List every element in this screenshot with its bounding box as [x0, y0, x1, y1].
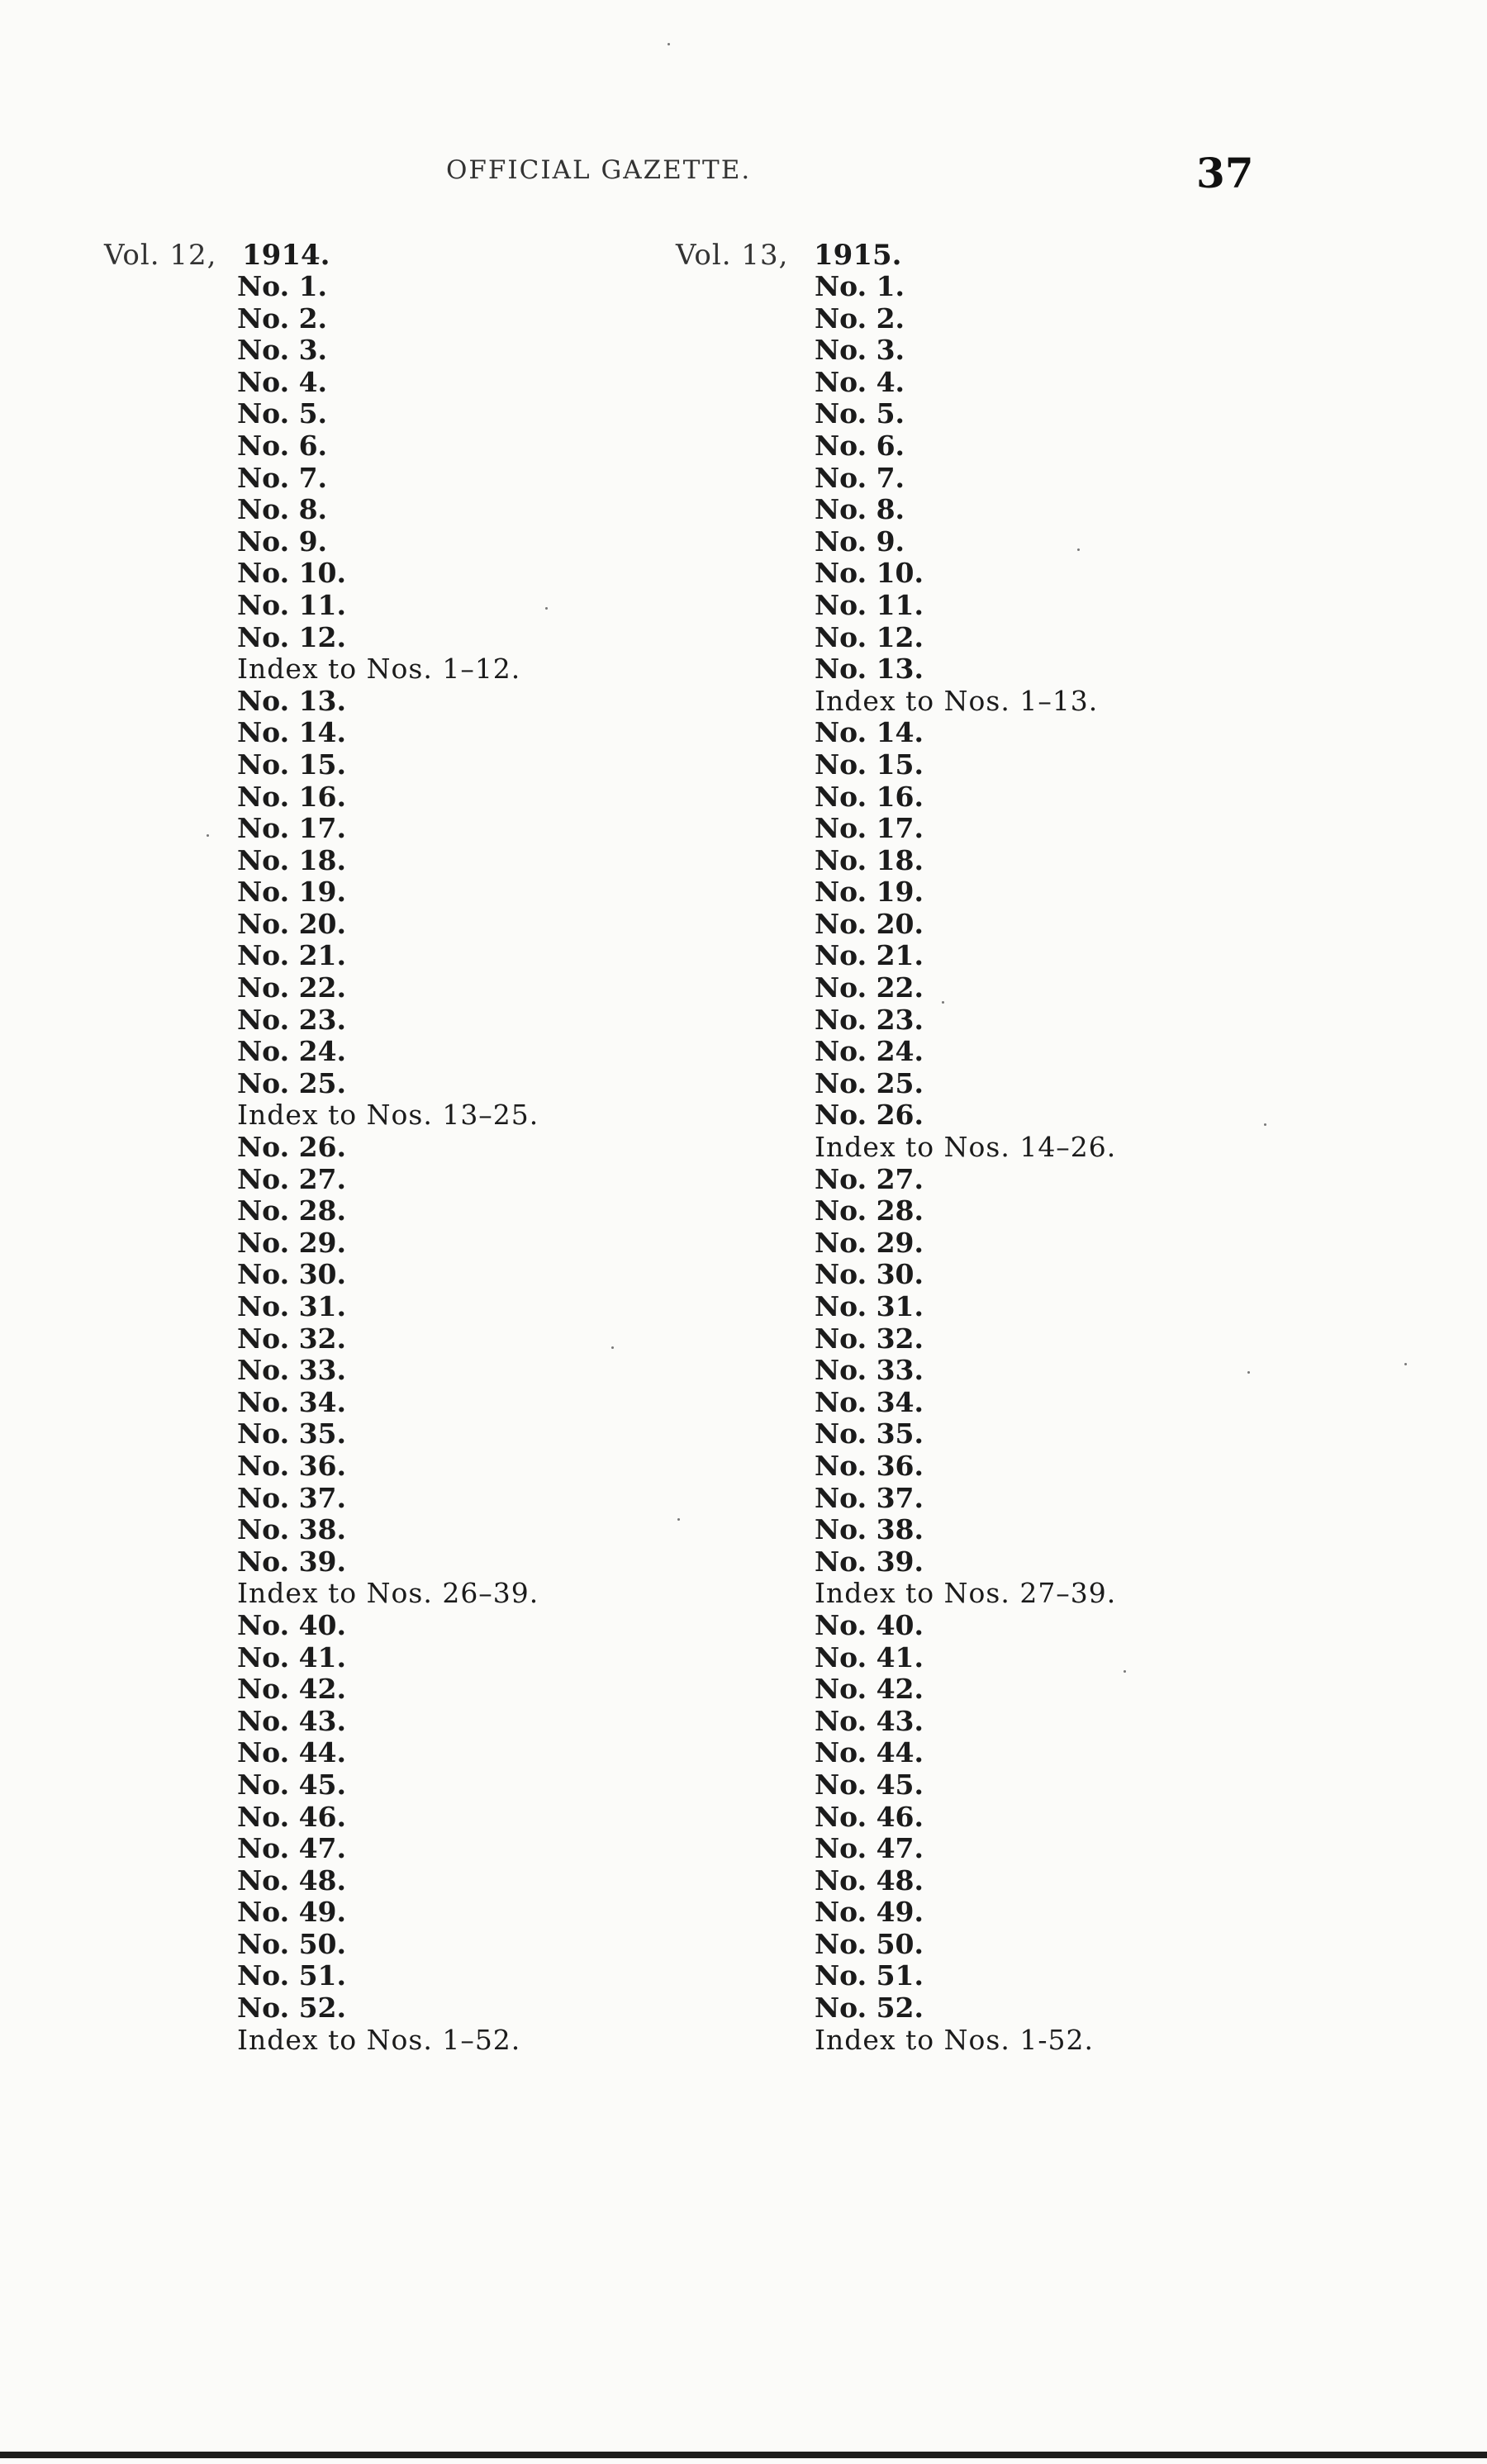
issue-entry: No. 44. — [237, 1736, 346, 1769]
scan-speck — [1124, 1670, 1126, 1673]
issue-entry: No. 36. — [237, 1449, 346, 1482]
issue-entry: No. 21. — [237, 939, 346, 972]
issue-entry: No. 28. — [815, 1194, 924, 1227]
issue-entry: No. 3. — [815, 334, 905, 367]
issue-entry: No. 24. — [237, 1035, 346, 1068]
issue-entry: No. 6. — [815, 429, 905, 462]
issue-entry: No. 9. — [237, 525, 328, 558]
issue-entry: No. 41. — [815, 1640, 924, 1674]
scan-speck — [207, 834, 209, 837]
issue-entry: No. 35. — [815, 1417, 924, 1450]
issue-entry: No. 30. — [815, 1258, 924, 1291]
volume-year: 1914. — [242, 239, 330, 272]
issue-entry: No. 15. — [237, 748, 346, 781]
issue-entry: No. 24. — [815, 1035, 924, 1068]
issue-entry: No. 16. — [815, 780, 924, 813]
issue-entry: No. 15. — [815, 748, 924, 781]
index-entry: Index to Nos. 1–12. — [237, 653, 521, 686]
issue-list — [104, 271, 539, 2056]
issue-entry: No. 9. — [815, 525, 905, 558]
issue-entry: No. 20. — [237, 907, 346, 940]
issue-entry: No. 19. — [237, 876, 346, 909]
issue-entry: No. 51. — [237, 1959, 346, 1992]
issue-entry: No. 47. — [815, 1832, 924, 1865]
issue-entry: No. 28. — [237, 1194, 346, 1227]
issue-entry: No. 37. — [815, 1481, 924, 1514]
issue-entry: No. 29. — [815, 1226, 924, 1259]
issue-entry: No. 33. — [237, 1354, 346, 1387]
issue-entry: No. 36. — [815, 1449, 924, 1482]
issue-entry: No. 32. — [815, 1322, 924, 1355]
issue-entry: No. 12. — [237, 620, 346, 653]
issue-entry: No. 42. — [815, 1673, 924, 1706]
issue-entry: No. 11. — [815, 588, 924, 621]
volume-heading — [104, 240, 539, 271]
volume-label: Vol. 12, — [104, 239, 217, 272]
issue-entry: No. 22. — [815, 971, 924, 1004]
issue-entry: No. 34. — [237, 1385, 346, 1418]
issue-entry: No. 48. — [237, 1863, 346, 1897]
issue-entry: No. 31. — [815, 1290, 924, 1322]
issue-entry: No. 30. — [237, 1258, 346, 1291]
issue-entry: No. 23. — [237, 1003, 346, 1036]
index-entry: Index to Nos. 13–25. — [237, 1099, 539, 1132]
volume-heading — [676, 240, 1116, 271]
index-entry: Index to Nos. 1–13. — [815, 684, 1099, 717]
issue-entry: No. 25. — [237, 1066, 346, 1099]
issue-entry: No. 52. — [815, 1992, 924, 2025]
issue-entry: No. 17. — [815, 812, 924, 845]
issue-entry: No. 26. — [237, 1131, 346, 1164]
issue-entry: No. 4. — [815, 365, 905, 398]
issue-entry: No. 3. — [237, 334, 328, 367]
page-number: 37 — [1196, 149, 1254, 197]
issue-entry: No. 20. — [815, 907, 924, 940]
issue-entry: No. 6. — [237, 429, 328, 462]
issue-entry: No. 33. — [815, 1354, 924, 1387]
issue-entry: No. 45. — [237, 1768, 346, 1801]
issue-entry: No. 22. — [237, 971, 346, 1004]
issue-entry: No. 14. — [815, 716, 924, 749]
issue-entry: No. 26. — [815, 1099, 924, 1132]
issue-entry: No. 49. — [815, 1896, 924, 1929]
issue-entry: No. 13. — [815, 653, 924, 686]
issue-entry: No. 1. — [815, 270, 905, 302]
index-entry: Index to Nos. 26–39. — [237, 1577, 539, 1610]
volume-year: 1915. — [814, 239, 902, 272]
issue-entry: No. 27. — [237, 1162, 346, 1195]
issue-list — [676, 271, 1116, 2056]
issue-entry: No. 10. — [815, 557, 924, 590]
issue-entry: No. 48. — [815, 1863, 924, 1897]
issue-entry: No. 14. — [237, 716, 346, 749]
index-entry: Index to Nos. 27–39. — [815, 1577, 1117, 1610]
issue-entry: No. 40. — [815, 1608, 924, 1641]
scan-speck — [1247, 1371, 1250, 1374]
issue-entry: No. 41. — [237, 1640, 346, 1674]
index-entry: Index to Nos. 1–52. — [237, 2023, 521, 2056]
scan-speck — [611, 1346, 614, 1349]
issue-entry: No. 44. — [815, 1736, 924, 1769]
page-header-title: OFFICIAL GAZETTE. — [446, 155, 752, 185]
issue-entry: No. 52. — [237, 1992, 346, 2025]
scan-speck — [1404, 1363, 1407, 1365]
index-entry: Index to Nos. 14–26. — [815, 1131, 1117, 1164]
issue-entry: No. 31. — [237, 1290, 346, 1322]
issue-entry: No. 37. — [237, 1481, 346, 1514]
issue-entry: No. 8. — [237, 493, 328, 526]
issue-entry: No. 47. — [237, 1832, 346, 1865]
issue-entry: No. 8. — [815, 493, 905, 526]
scan-speck — [1077, 548, 1080, 551]
issue-entry: No. 46. — [815, 1800, 924, 1833]
issue-entry: No. 7. — [815, 461, 905, 494]
issue-entry: No. 35. — [237, 1417, 346, 1450]
issue-entry: No. 38. — [237, 1513, 346, 1546]
issue-entry: No. 43. — [237, 1704, 346, 1737]
bottom-rule — [0, 2452, 1487, 2458]
volume-column-1914 — [104, 240, 539, 2056]
issue-entry: No. 49. — [237, 1896, 346, 1929]
scan-speck — [667, 43, 670, 45]
issue-entry: No. 18. — [237, 843, 346, 876]
volume-column-1915 — [676, 240, 1116, 2056]
issue-entry: No. 32. — [237, 1322, 346, 1355]
issue-entry: No. 40. — [237, 1608, 346, 1641]
issue-entry: No. 50. — [815, 1927, 924, 1960]
issue-entry: No. 10. — [237, 557, 346, 590]
issue-entry: No. 25. — [815, 1066, 924, 1099]
issue-entry: No. 45. — [815, 1768, 924, 1801]
volume-label: Vol. 13, — [676, 239, 789, 272]
scan-speck — [545, 607, 548, 610]
issue-entry: No. 43. — [815, 1704, 924, 1737]
issue-entry: No. 23. — [815, 1003, 924, 1036]
issue-entry: No. 46. — [237, 1800, 346, 1833]
issue-entry: No. 2. — [237, 301, 328, 335]
issue-entry: No. 42. — [237, 1673, 346, 1706]
issue-entry: No. 11. — [237, 588, 346, 621]
issue-entry: No. 5. — [815, 397, 905, 430]
issue-entry: No. 29. — [237, 1226, 346, 1259]
issue-entry: No. 17. — [237, 812, 346, 845]
issue-entry: No. 38. — [815, 1513, 924, 1546]
issue-entry: No. 18. — [815, 843, 924, 876]
issue-entry: No. 13. — [237, 684, 346, 717]
issue-entry: No. 5. — [237, 397, 328, 430]
issue-entry: No. 34. — [815, 1385, 924, 1418]
issue-entry: No. 2. — [815, 301, 905, 335]
issue-entry: No. 19. — [815, 876, 924, 909]
issue-entry: No. 12. — [815, 620, 924, 653]
scan-speck — [1264, 1123, 1266, 1126]
issue-entry: No. 50. — [237, 1927, 346, 1960]
issue-entry: No. 39. — [237, 1545, 346, 1578]
issue-entry: No. 16. — [237, 780, 346, 813]
issue-entry: No. 27. — [815, 1162, 924, 1195]
issue-entry: No. 21. — [815, 939, 924, 972]
scan-speck — [942, 1001, 944, 1004]
issue-entry: No. 7. — [237, 461, 328, 494]
issue-entry: No. 4. — [237, 365, 328, 398]
issue-entry: No. 39. — [815, 1545, 924, 1578]
issue-entry: No. 51. — [815, 1959, 924, 1992]
issue-entry: No. 1. — [237, 270, 328, 302]
index-entry: Index to Nos. 1-52. — [815, 2023, 1094, 2056]
scan-speck — [677, 1518, 680, 1521]
